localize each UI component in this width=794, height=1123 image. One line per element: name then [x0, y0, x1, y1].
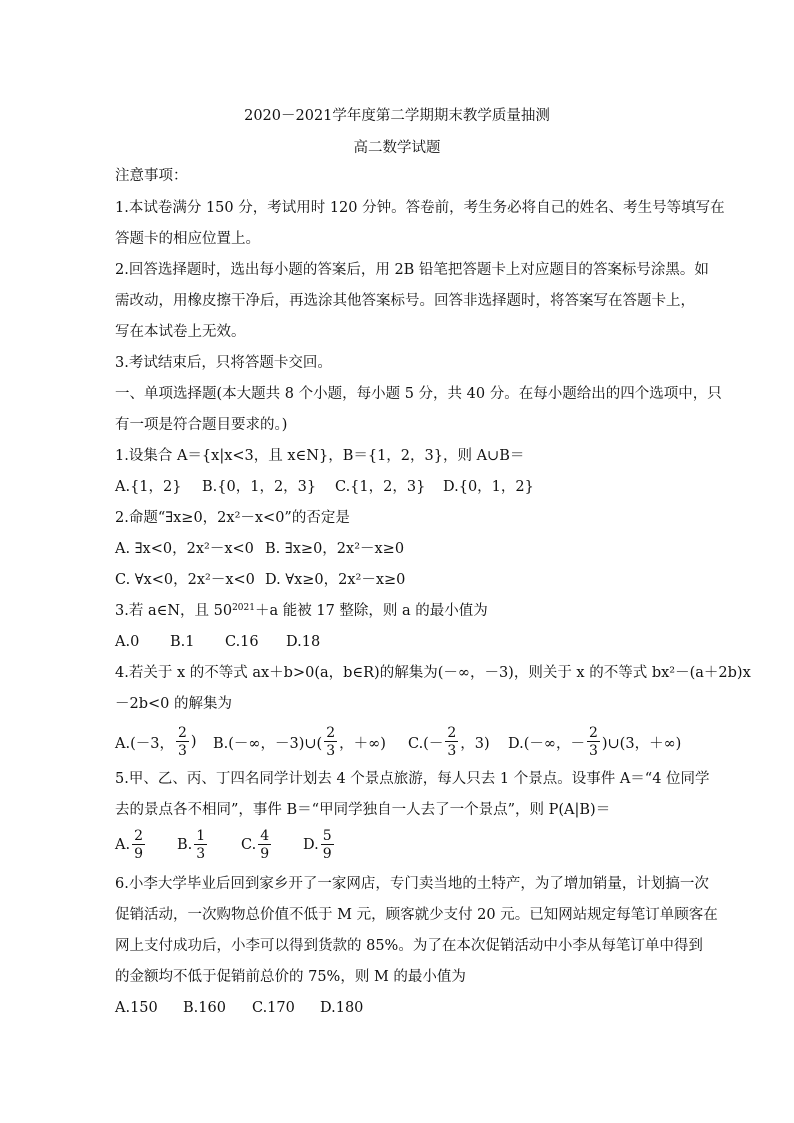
section-heading: 一、单项选择题(本大题共 8 个小题，每小题 5 分，共 40 分。在每小题给出的四个选项中，只: [115, 386, 722, 402]
option-b: B.{0，1，2，3}: [202, 479, 317, 495]
option-a: A. ∃x<0，2x²－x<0: [115, 541, 254, 557]
question-4-stem-cont: －2b<0 的解集为: [115, 696, 232, 712]
question-3-options: [115, 632, 320, 652]
question-6-stem-cont: 网上支付成功后，小李可以得到货款的 85%。为了在本次促销活动中小李从每笔订单中得到: [115, 938, 703, 954]
option-a: A. $\frac{2}{9}$: [115, 828, 144, 862]
notice-heading: 注意事项：: [115, 168, 188, 184]
fraction: $\frac{2}{3}$: [447, 725, 457, 759]
notice-line: 写在本试卷上无效。: [115, 324, 246, 340]
exam-title: 2020－2021学年度第二学期期末教学质量抽测: [244, 108, 550, 124]
question-6-options: [115, 998, 363, 1018]
option-a: A.{1，2}: [115, 479, 182, 495]
exponent: 2021: [232, 603, 255, 613]
question-4-options: [115, 722, 681, 762]
option-a: A.150: [115, 1000, 158, 1016]
question-6-stem-cont: 的金额均不低于促销前总价的 75%，则 M 的最小值为: [115, 969, 466, 985]
option-d: D.(－∞，－ $\frac{2}{3}$ )∪(3，＋∞): [508, 725, 682, 759]
option-c: C.{1，2，3}: [335, 479, 426, 495]
question-2-stem: 2.命题“∃x≥0，2x²－x<0”的否定是: [115, 510, 350, 526]
section-heading-cont: 有一项是符合题目要求的。): [115, 417, 288, 433]
option-b: B.(－∞，－3)∪( $\frac{2}{3}$ ，＋∞): [213, 725, 386, 759]
notice-line: 需改动，用橡皮擦干净后，再选涂其他答案标号。回答非选择题时，将答案写在答题卡上，: [115, 293, 695, 309]
fraction: $\frac{2}{3}$: [326, 725, 336, 759]
fraction: $\frac{2}{3}$: [177, 725, 187, 759]
option-d: D. ∀x≥0，2x²－x≥0: [265, 572, 406, 588]
question-6-stem: 6.小李大学毕业后回到家乡开了一家网店，专门卖当地的土特产，为了增加销量，计划搞一次: [115, 876, 709, 892]
question-1-stem: 1.设集合 A＝{x|x<3，且 x∈N}，B＝{1，2，3}，则 A∪B＝: [115, 448, 525, 464]
question-5-stem-cont: 去的景点各不相同”，事件 B＝“甲同学独自一人去了一个景点”，则 P(A|B)＝: [115, 802, 611, 818]
option-b: B.160: [183, 1000, 226, 1016]
question-2-options-row2: [115, 570, 405, 590]
option-c: C.170: [252, 1000, 295, 1016]
question-2-options-row1: [115, 539, 404, 559]
option-b: B.1: [170, 634, 195, 650]
fraction: $\frac{5}{9}$: [322, 828, 332, 862]
option-a: A.(－3， $\frac{2}{3}$ ): [115, 725, 197, 759]
fraction: $\frac{4}{9}$: [260, 828, 270, 862]
question-4-stem: 4.若关于 x 的不等式 ax＋b>0(a，b∈R)的解集为(－∞，－3)，则关于 x 的不等式 bx²－(a＋2b)x: [115, 665, 751, 681]
option-d: D.{0，1，2}: [443, 479, 534, 495]
option-a: A.0: [115, 634, 140, 650]
notice-line: 2.回答选择题时，选出每小题的答案后，用 2B 铅笔把答题卡上对应题目的答案标号涂黑。如: [115, 262, 709, 278]
fraction: $\frac{2}{9}$: [134, 828, 144, 862]
notice-line: 1.本试卷满分 150 分，考试用时 120 分钟。答卷前，考生务必将自己的姓名、考生号等填写在: [115, 200, 725, 216]
option-d: D.18: [286, 634, 321, 650]
option-b: B. ∃x≥0，2x²－x≥0: [265, 541, 405, 557]
option-c: C.16: [225, 634, 259, 650]
question-3-stem: 3.若 a∈N，且 $50^{2021}+a$ 能被 17 整除，则 a 的最小值为: [115, 603, 488, 619]
notice-line: 答题卡的相应位置上。: [115, 231, 260, 247]
question-5-stem: 5.甲、乙、丙、丁四名同学计划去 4 个景点旅游，每人只去 1 个景点。设事件 A＝“4 位同学: [115, 771, 710, 787]
option-d: D. $\frac{5}{9}$: [303, 828, 332, 862]
option-d: D.180: [320, 1000, 364, 1016]
question-1-options: [115, 477, 534, 497]
option-c: C.(－ $\frac{2}{3}$ ，3): [408, 725, 490, 759]
option-c: C. ∀x<0，2x²－x<0: [115, 572, 255, 588]
fraction: $\frac{1}{3}$: [196, 828, 206, 862]
notice-line: 3.考试结束后，只将答题卡交回。: [115, 355, 332, 371]
option-b: B. $\frac{1}{3}$: [177, 828, 206, 862]
option-c: C. $\frac{4}{9}$: [241, 828, 270, 862]
fraction: $\frac{2}{3}$: [588, 725, 598, 759]
exam-subtitle: 高二数学试题: [353, 140, 441, 156]
question-6-stem-cont: 促销活动，一次购物总价值不低于 M 元，顾客就少支付 20 元。已知网站规定每笔订单顾客在: [115, 907, 718, 923]
question-5-options: [115, 825, 336, 865]
